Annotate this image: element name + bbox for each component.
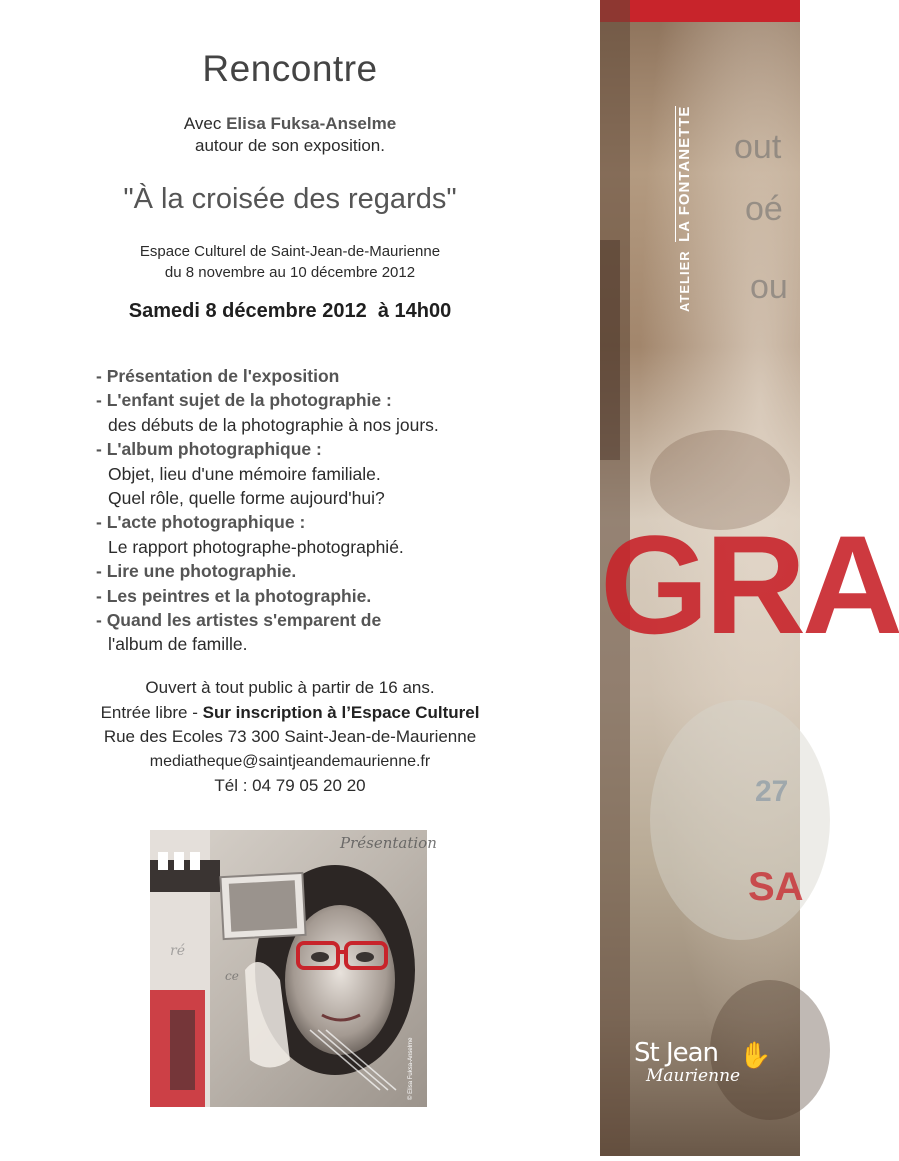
program-item: - Présentation de l'exposition xyxy=(96,366,340,386)
exhibition-title: "À la croisée des regards" xyxy=(123,183,457,215)
painted-text-oe: oé xyxy=(745,190,783,228)
page-title: Rencontre xyxy=(202,48,378,89)
email-link[interactable]: mediatheque@saintjeandemaurienne.fr xyxy=(149,752,431,770)
program-item-detail: l'album de famille. xyxy=(108,634,248,655)
program-item: - Les peintres et la photographie. xyxy=(96,585,372,606)
program-item: - L'enfant sujet de la photographie : xyxy=(96,390,392,411)
artist-photo xyxy=(150,830,437,1107)
painted-text-ou: ou xyxy=(750,268,788,306)
logo-line1: St Jean xyxy=(634,1038,719,1068)
with-line2: autour de son exposition. xyxy=(195,136,385,155)
registration-text: Sur inscription à l’Espace Culturel xyxy=(202,702,480,722)
atelier-logo xyxy=(676,106,694,312)
painted-sa: SA xyxy=(748,865,804,909)
program-item-detail: Le rapport photographe-photographié. xyxy=(108,536,404,557)
artist-intro xyxy=(0,113,580,157)
program-item-detail: des débuts de la photographie à nos jours. xyxy=(108,414,439,435)
program-item-detail: Quel rôle, quelle forme aujourd'hui? xyxy=(108,488,385,509)
venue-name: Espace Culturel de Saint-Jean-de-Maurienne xyxy=(139,243,441,260)
artist-photo-collage xyxy=(150,830,437,1107)
exhibition-dates: du 8 novembre au 10 décembre 2012 xyxy=(164,264,416,281)
practical-info xyxy=(0,676,580,799)
svg-text:ré: ré xyxy=(170,943,185,959)
hand-icon: ✋ xyxy=(739,1040,772,1070)
program-list xyxy=(96,364,556,657)
program-item: - L'album photographique : xyxy=(96,439,322,460)
entry-text: Entrée libre - Sur inscription à l’Espace Culturel xyxy=(100,702,480,722)
audience-text: Ouvert à tout public à partir de 16 ans. xyxy=(145,678,435,697)
painted-number: 27 xyxy=(755,775,789,808)
with-prefix: Avec xyxy=(183,114,222,133)
atelier-word: ATELIER xyxy=(677,250,692,312)
painted-word: GRA xyxy=(600,506,899,663)
program-item: - Quand les artistes s'emparent de xyxy=(96,610,382,631)
program-item: - Lire une photographie. xyxy=(96,561,297,582)
svg-text:Présentation: Présentation xyxy=(340,834,437,852)
stjean-logo xyxy=(634,1040,784,1086)
fontanette-word: LA FONTANETTE xyxy=(676,105,693,242)
photo-credit: © Elisa Fuksa-Anselme xyxy=(408,1037,414,1100)
venue-block xyxy=(0,241,580,283)
address-text: Rue des Ecoles 73 300 Saint-Jean-de-Maurienne xyxy=(103,727,477,746)
painted-text-out: out xyxy=(734,128,782,166)
artist-name: Elisa Fuksa-Anselme xyxy=(226,114,397,133)
program-item-detail: Objet, lieu d'une mémoire familiale. xyxy=(108,463,381,484)
svg-text:ce: ce xyxy=(225,969,239,983)
event-date: Samedi 8 décembre 2012 à 14h00 xyxy=(128,300,452,322)
logo-line2: Maurienne xyxy=(646,1066,741,1086)
program-item: - L'acte photographique : xyxy=(96,512,306,533)
painting-panel xyxy=(600,0,899,1156)
phone-text: Tél : 04 79 05 20 20 xyxy=(214,776,366,795)
